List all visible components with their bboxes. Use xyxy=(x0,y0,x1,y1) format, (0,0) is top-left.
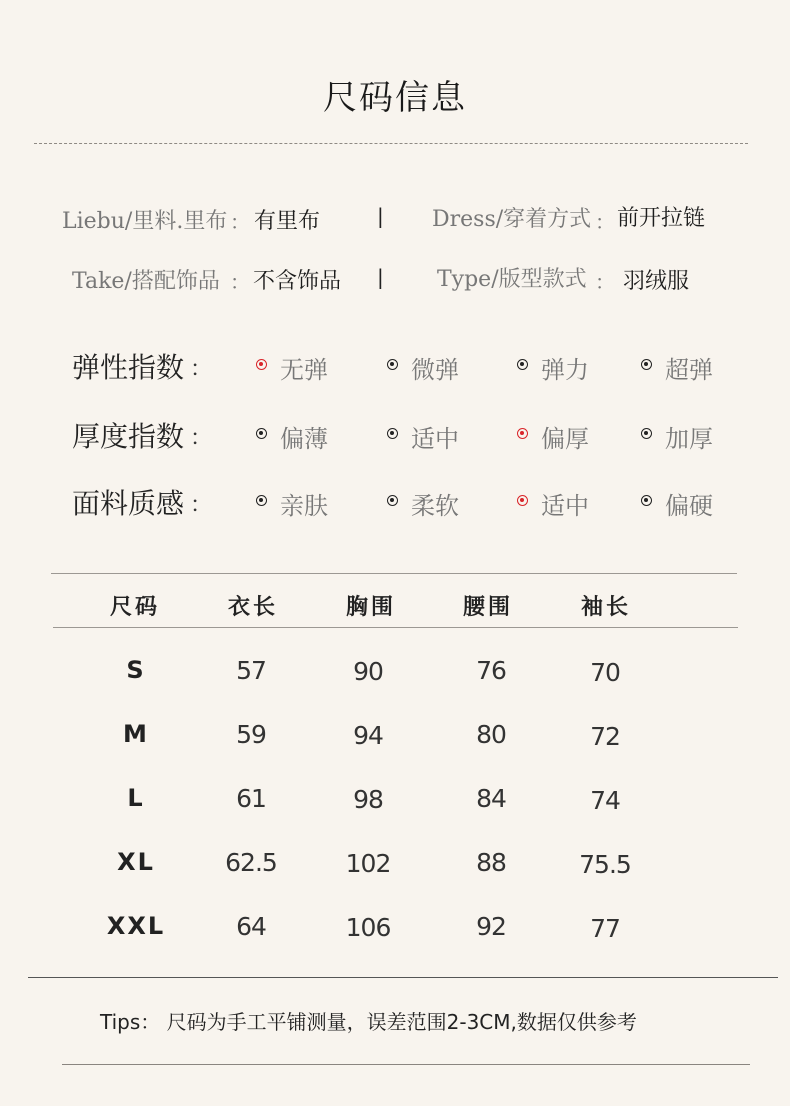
page-title: 尺码信息 xyxy=(323,78,467,118)
tips-text: Tips： 尺码为手工平铺测量，误差范围2-3CM,数据仅供参考 xyxy=(100,1010,637,1034)
table-cell-chest: 94 xyxy=(353,721,383,750)
radio-icon xyxy=(256,495,267,506)
dress-value: 前开拉链 xyxy=(617,206,706,231)
table-cell-sleeve: 74 xyxy=(590,786,620,815)
type-value: 羽绒服 xyxy=(623,269,690,294)
option-label: 微弹 xyxy=(411,356,459,384)
table-cell-sleeve: 75.5 xyxy=(579,850,631,879)
radio-icon xyxy=(387,428,398,439)
table-cell-waist: 92 xyxy=(476,912,506,941)
type-label: Type/版型款式 xyxy=(437,267,587,292)
option-label: 超弹 xyxy=(665,356,713,384)
table-header-border xyxy=(53,627,738,628)
option-label: 弹力 xyxy=(541,356,589,384)
separator: | xyxy=(377,265,384,289)
thickness-label: 厚度指数 xyxy=(72,420,185,453)
thickness-index-row xyxy=(0,415,790,459)
colon: ： xyxy=(190,426,213,451)
radio-icon xyxy=(387,495,398,506)
table-cell-chest: 90 xyxy=(353,657,383,686)
option-label: 加厚 xyxy=(665,425,713,453)
radio-selected-icon xyxy=(256,359,267,370)
option-label: 适中 xyxy=(541,492,589,520)
colon: ： xyxy=(230,210,250,234)
lining-value: 有里布 xyxy=(254,209,321,234)
separator: | xyxy=(377,204,384,228)
option-label: 偏薄 xyxy=(280,425,328,453)
lining-label: Liebu/里料.里布 xyxy=(62,209,228,234)
take-label: Take/搭配饰品 xyxy=(72,269,220,294)
info-row-lining-dress xyxy=(0,200,790,240)
table-cell-chest: 102 xyxy=(345,849,391,878)
table-cell-size: XL xyxy=(117,848,155,876)
colon: ： xyxy=(595,270,615,294)
table-cell-length: 59 xyxy=(236,720,266,749)
table-cell-size: XXL xyxy=(106,912,166,940)
table-cell-sleeve: 72 xyxy=(590,722,620,751)
radio-selected-icon xyxy=(517,428,528,439)
table-cell-waist: 88 xyxy=(476,848,506,877)
colon: ： xyxy=(190,493,213,518)
radio-selected-icon xyxy=(517,495,528,506)
radio-icon xyxy=(517,359,528,370)
option-label: 偏硬 xyxy=(665,492,713,520)
table-cell-waist: 80 xyxy=(476,720,506,749)
radio-icon xyxy=(387,359,398,370)
table-bottom-border xyxy=(28,977,778,978)
option-label: 适中 xyxy=(411,425,459,453)
table-cell-length: 64 xyxy=(236,912,266,941)
colon: ： xyxy=(595,210,615,234)
table-cell-length: 57 xyxy=(236,656,266,685)
option-label: 亲肤 xyxy=(280,492,328,520)
radio-icon xyxy=(641,495,652,506)
texture-label: 面料质感 xyxy=(72,487,185,520)
table-header-waist: 腰围 xyxy=(462,595,513,620)
table-cell-size: M xyxy=(123,720,149,748)
take-value: 不含饰品 xyxy=(253,269,342,294)
table-cell-waist: 84 xyxy=(476,784,506,813)
table-header-length: 衣长 xyxy=(227,595,278,620)
colon: ： xyxy=(190,357,213,382)
table-cell-sleeve: 77 xyxy=(590,914,620,943)
table-header-size: 尺码 xyxy=(109,595,160,620)
info-row-take-type xyxy=(0,260,790,300)
elasticity-index-row xyxy=(0,346,790,390)
radio-icon xyxy=(641,359,652,370)
option-label: 柔软 xyxy=(411,492,459,520)
table-cell-chest: 106 xyxy=(345,913,391,942)
table-header-sleeve: 袖长 xyxy=(580,595,631,620)
table-cell-size: S xyxy=(126,656,146,684)
table-cell-size: L xyxy=(127,784,145,812)
table-top-border xyxy=(51,573,737,574)
texture-index-row xyxy=(0,482,790,526)
radio-icon xyxy=(641,428,652,439)
footer-divider xyxy=(62,1064,750,1065)
table-cell-waist: 76 xyxy=(476,656,506,685)
colon: ： xyxy=(230,270,250,294)
table-cell-chest: 98 xyxy=(353,785,383,814)
option-label: 无弹 xyxy=(280,356,328,384)
dashed-divider xyxy=(34,143,748,144)
table-cell-length: 61 xyxy=(236,784,266,813)
table-cell-sleeve: 70 xyxy=(590,658,620,687)
table-cell-length: 62.5 xyxy=(225,848,277,877)
table-header-chest: 胸围 xyxy=(345,595,396,620)
dress-label: Dress/穿着方式 xyxy=(432,207,592,232)
option-label: 偏厚 xyxy=(541,425,589,453)
elasticity-label: 弹性指数 xyxy=(72,351,185,384)
radio-icon xyxy=(256,428,267,439)
